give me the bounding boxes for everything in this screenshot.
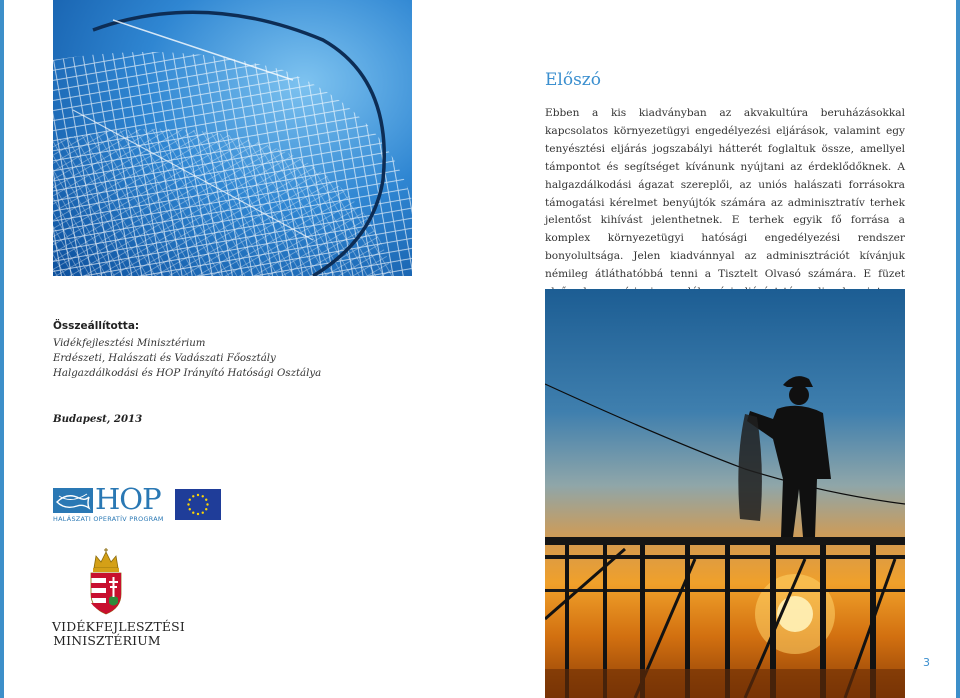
eu-star-icon — [205, 508, 207, 510]
eu-star-icon — [192, 495, 194, 497]
eu-star-icon — [202, 495, 204, 497]
credits-line: Vidékfejlesztési Minisztérium — [53, 338, 206, 349]
ministry-name-line1: VIDÉKFEJLESZTÉSI — [52, 619, 185, 634]
credits-heading: Összeállította: — [53, 320, 140, 332]
hop-logo-text: HOP — [95, 482, 161, 516]
ministry-name-line2: MINISZTÉRIUM — [53, 633, 161, 648]
fishing-net-photo — [53, 0, 412, 276]
credits-line: Halgazdálkodási és HOP Irányító Hatósági Osztálya — [53, 368, 322, 379]
hop-logo-caption: HALÁSZATI OPERATÍV PROGRAM — [53, 515, 164, 523]
fishing-net-illustration — [53, 0, 412, 276]
hop-logo — [53, 482, 167, 524]
eu-star-icon — [189, 499, 191, 501]
sunset-fisherman-illustration — [545, 289, 905, 698]
coat-of-arms-icon — [87, 548, 125, 616]
eu-star-icon — [205, 499, 207, 501]
eu-star-icon — [197, 513, 199, 515]
sunset-fisherman-photo — [545, 289, 905, 698]
eu-star-icon — [206, 503, 208, 505]
preface-title: Előszó — [545, 70, 601, 90]
eu-star-icon — [187, 503, 189, 505]
preface-body: Ebben a kis kiadványban az akvakultúra beruházásokkal kapcsolatos környezetügyi engedélyezési eljárások, valamint egy tenyésztési eljárás jogszabályi hátterét foglaltuk össze, amellyel támpontot és segítséget kívánunk nyújtani az érdeklődőknek. A halgazdálkodási ágazat szereplői, az uniós halászati forrásokra támogatási kérelmet benyújtók számára az adminisztratív terhek jelentőst kihívást jelenthetnek. E terhek egyik fő forrása a komplex környezetügyi hatósági engedélyezési rendszer bonyolultsága. Jelen kiadvánnyal az adminisztrációt kívánjuk némileg átláthatóbbá tenni a Tisztelt Olvasó számára. E füzet — [545, 107, 905, 281]
credits-block — [53, 320, 353, 381]
eu-star-icon — [192, 512, 194, 514]
eu-star-icon — [189, 508, 191, 510]
page-border-left — [0, 0, 4, 698]
credits-line: Erdészeti, Halászati és Vadászati Főosztály — [53, 353, 276, 364]
page-border-right — [956, 0, 960, 698]
fish-emblem-icon — [53, 488, 93, 513]
ministry-name — [52, 619, 185, 648]
eu-star-icon — [197, 494, 199, 496]
eu-flag-icon — [175, 489, 221, 520]
page-number: 3 — [923, 656, 930, 669]
eu-star-icon — [202, 512, 204, 514]
place-date: Budapest, 2013 — [53, 413, 143, 425]
